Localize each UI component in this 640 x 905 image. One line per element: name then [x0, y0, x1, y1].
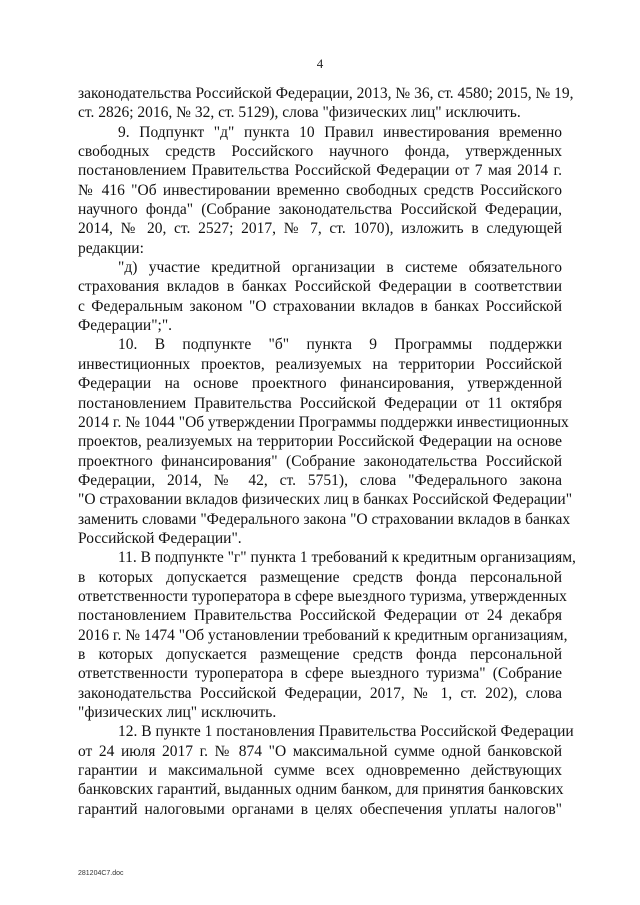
text-line: ответственности туроператора в сфере выездного туризма" (Собрание — [78, 665, 562, 683]
text-line: ответственности туроператора в сфере выездного туризма, утвержденных — [78, 587, 567, 605]
text-line: страхования вкладов в банках Российской Федерации в соответствии — [78, 278, 562, 296]
text-line: 9. Подпункт "д" пункта 10 Правил инвестирования временно — [118, 123, 562, 141]
text-line: научного фонда" (Собрание законодательства Российской Федерации, — [78, 201, 562, 219]
text-line: постановлением Правительства Российской Федерации от 11 октября — [78, 394, 562, 412]
text-line: № 416 "Об инвестировании временно свободных средств Российского — [78, 181, 562, 199]
text-line: 11. В подпункте "г" пункта 1 требований к кредитным организациям, — [118, 549, 576, 567]
text-line: в которых допускается размещение средств фонда персональной — [78, 645, 562, 663]
text-line: в которых допускается размещение средств фонда персональной — [78, 568, 562, 586]
text-line: Российской Федерации". — [78, 529, 242, 547]
text-line: постановлением Правительства Российской Федерации от 7 мая 2014 г. — [78, 162, 562, 180]
text-line: 2014, № 20, ст. 2527; 2017, № 7, ст. 1070), изложить в следующей — [78, 220, 562, 238]
text-line: "физических лиц" исключить. — [78, 704, 277, 721]
footer-filename: 281204C7.doc — [78, 870, 124, 877]
text-line: постановлением Правительства Российской Федерации от 24 декабря — [78, 607, 562, 625]
text-line: 12. В пункте 1 постановления Правительства Российской Федерации — [118, 723, 574, 741]
text-line: гарантии и максимальной сумме всех одновременно действующих — [78, 762, 562, 780]
text-line: 2016 г. № 1474 "Об установлении требований к кредитным организациям, — [78, 626, 568, 644]
text-line: от 24 июля 2017 г. № 874 "О максимальной сумме одной банковской — [78, 742, 562, 760]
text-line: инвестиционных проектов, реализуемых на территории Российской — [78, 355, 562, 373]
text-line: Федерации";". — [78, 317, 173, 335]
text-line: проектного финансирования" (Собрание законодательства Российской — [78, 452, 562, 470]
text-line: с Федеральным законом "О страховании вкладов в банках Российской — [78, 297, 562, 315]
text-line: банковских гарантий, выданных одним банком, для принятия банковских — [78, 781, 564, 799]
text-line: "д) участие кредитной организации в системе обязательного — [118, 259, 562, 277]
text-line: Федерации, 2014, № 42, ст. 5751), слова "Федерального закона — [78, 471, 562, 489]
text-line: Федерации на основе проектного финансирования, утвержденной — [78, 375, 562, 393]
text-line: заменить словами "Федерального закона "О страховании вкладов в банках — [78, 510, 571, 528]
text-line: законодательства Российской Федерации, 2017, № 1, ст. 202), слова — [78, 684, 562, 702]
text-line: "О страховании вкладов физических лиц в банках Российской Федерации" — [78, 491, 573, 509]
text-line: гарантий налоговыми органами в целях обеспечения уплаты налогов" — [78, 800, 562, 818]
text-line: свободных средств Российского научного фонда, утвержденных — [78, 143, 562, 161]
text-line: редакции: — [78, 239, 144, 257]
body-text — [78, 84, 576, 819]
page-number: 4 — [316, 56, 324, 71]
text-line: ст. 2826; 2016, № 32, ст. 5129), слова "физических лиц" исключить. — [78, 104, 521, 122]
text-line: 10. В подпункте "б" пункта 9 Программы поддержки — [118, 336, 562, 354]
text-line: законодательства Российской Федерации, 2013, № 36, ст. 4580; 2015, № 19, — [78, 85, 574, 102]
text-line: 2014 г. № 1044 "Об утверждении Программы поддержки инвестиционных — [78, 413, 569, 431]
text-line: проектов, реализуемых на территории Российской Федерации на основе — [78, 433, 562, 451]
